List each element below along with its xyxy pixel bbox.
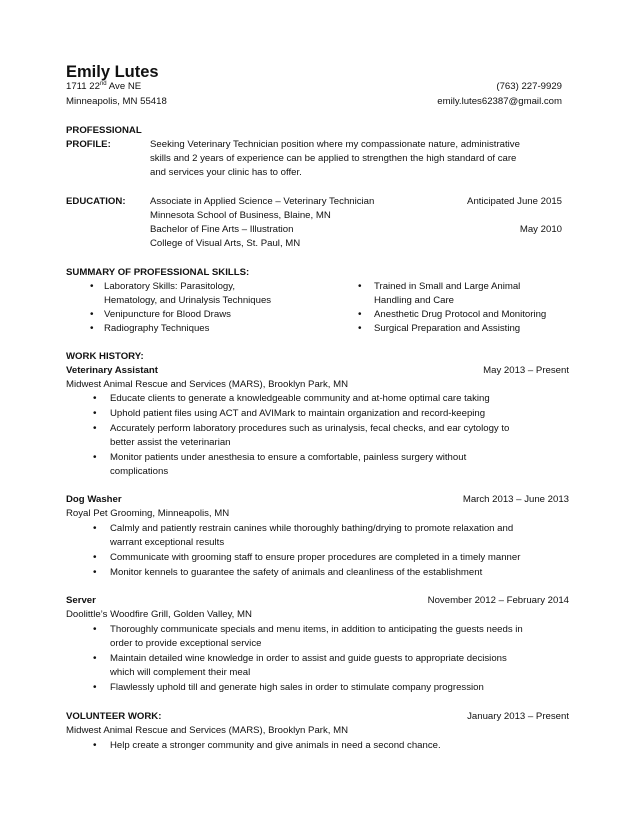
skill-item: Venipuncture for Blood Draws [104,309,231,320]
skill-item: Laboratory Skills: Parasitology, [104,281,235,292]
bullet-icon: • [93,653,97,664]
volunteer-heading: VOLUNTEER WORK: [66,711,162,722]
job-dates: November 2012 – February 2014 [427,595,569,606]
job-duty: warrant exceptional results [110,537,225,548]
bullet-icon: • [93,452,97,463]
job-duty: Monitor kennels to guarantee the safety of animals and cleanliness of the establishment [110,567,483,578]
job-duty: Accurately perform laboratory procedures such as urinalysis, fecal checks, and ear cytology to [110,423,510,434]
job-title: Veterinary Assistant [66,365,158,376]
job-duty: Maintain detailed wine knowledge in order to assist and guide guests to appropriate decisions [110,653,507,664]
bullet-icon: • [93,682,97,693]
education-school: Minnesota School of Business, Blaine, MN [150,210,331,221]
job-dates: March 2013 – June 2013 [462,494,569,505]
bullet-icon: • [90,309,94,320]
job-duty: Thoroughly communicate specials and menu items, in addition to anticipating the guests needs in [110,624,523,635]
skill-item: Radiography Techniques [104,323,210,334]
job-title: Server [66,595,96,606]
job-employer: Midwest Animal Rescue and Services (MARS), Brooklyn Park, MN [66,379,349,390]
job-employer: Doolittle’s Woodfire Grill, Golden Valley, MN [66,609,252,620]
job-duty: Uphold patient files using ACT and AVIMark to maintain organization and record-keeping [110,408,486,419]
education-date: Anticipated June 2015 [467,196,562,207]
job-duty: Calmly and patiently restrain canines while thoroughly bathing/drying to promote relaxation and [110,523,514,534]
phone-number: (763) 227-9929 [496,81,562,92]
job-duty: better assist the veterinarian [110,437,231,448]
volunteer-organization: Midwest Animal Rescue and Services (MARS), Brooklyn Park, MN [66,725,349,736]
job-duty: complications [110,466,169,477]
job-duty: which will complement their meal [110,667,251,678]
volunteer-duty: Help create a stronger community and give animals in need a second chance. [110,740,441,751]
profile-label-line2: PROFILE: [66,139,111,150]
bullet-icon: • [93,567,97,578]
bullet-icon: • [93,408,97,419]
profile-label-line1: PROFESSIONAL [66,125,142,136]
bullet-icon: • [93,423,97,434]
city-state-zip: Minneapolis, MN 55418 [66,96,167,107]
education-degree: Bachelor of Fine Arts – Illustration [150,224,294,235]
bullet-icon: • [358,281,362,292]
skill-item: Trained in Small and Large Animal [374,281,521,292]
bullet-icon: • [93,624,97,635]
skill-item: Surgical Preparation and Assisting [374,323,521,334]
job-duty: Communicate with grooming staff to ensure proper procedures are completed in a timely manner [110,552,521,563]
job-title: Dog Washer [66,494,122,505]
skill-item: Anesthetic Drug Protocol and Monitoring [374,309,547,320]
skill-item: Hematology, and Urinalysis Techniques [104,295,272,306]
bullet-icon: • [93,393,97,404]
bullet-icon: • [93,552,97,563]
job-duty: Monitor patients under anesthesia to ensure a comfortable, painless surgery without [110,452,467,463]
work-history-heading: WORK HISTORY: [66,351,144,362]
street-address: 1711 22nd Ave NE [66,80,142,92]
job-employer: Royal Pet Grooming, Minneapolis, MN [66,508,230,519]
bullet-icon: • [358,309,362,320]
profile-text-line: Seeking Veterinary Technician position where my compassionate nature, administrative [150,139,520,150]
profile-text-line: and services your clinic has to offer. [150,167,302,178]
job-duty: Educate clients to generate a knowledgeable community and at-home optimal care taking [110,393,490,404]
skill-item: Handling and Care [374,295,455,306]
bullet-icon: • [358,323,362,334]
job-duty: order to provide exceptional service [110,638,262,649]
profile-text-line: skills and 2 years of experience can be applied to strengthen the high standard of care [150,153,517,164]
job-dates: May 2013 – Present [483,365,569,376]
applicant-name: Emily Lutes [66,63,159,81]
skills-heading: SUMMARY OF PROFESSIONAL SKILLS: [66,267,250,278]
bullet-icon: • [90,323,94,334]
bullet-icon: • [93,740,97,751]
volunteer-dates: January 2013 – Present [467,711,569,722]
education-degree: Associate in Applied Science – Veterinary Technician [150,196,375,207]
bullet-icon: • [90,281,94,292]
job-duty: Flawlessly uphold till and generate high sales in order to stimulate company progression [110,682,484,693]
education-label: EDUCATION: [66,196,126,207]
bullet-icon: • [93,523,97,534]
education-date: May 2010 [519,224,562,235]
email-address: emily.lutes62387@gmail.com [437,96,562,107]
education-school: College of Visual Arts, St. Paul, MN [150,238,301,249]
